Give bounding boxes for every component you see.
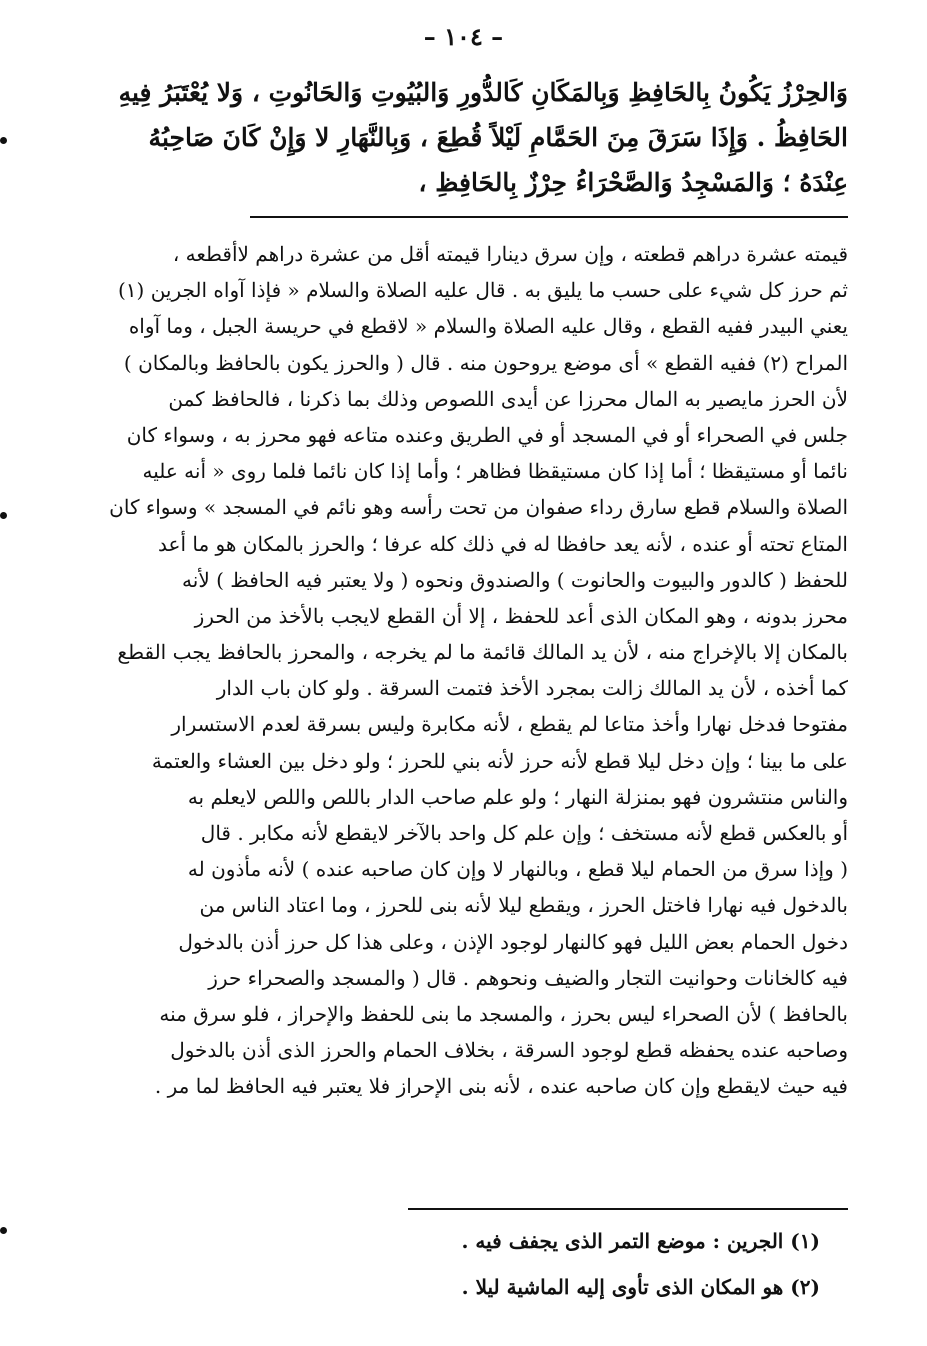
footnote: (١) الجرين : موضع التمر الذى يجفف فيه . <box>461 1229 820 1253</box>
commentary-line: ثم حرز كل شيء على حسب ما يليق به . قال عليه الصلاة والسلام « فإذا آواه الجرين (١) <box>117 278 848 303</box>
commentary-line: المتاع تحته أو عنده ، لأنه يعد حافظا له في ذلك كله عرفا ؛ والحرز بالمكان هو ما أعد <box>158 531 848 556</box>
commentary-line: نائما أو مستيقظا ؛ أما إذا كان مستيقظا فظاهر ؛ وأما إذا كان نائما فلما روى « أنه عليه <box>142 459 848 484</box>
commentary-line: للحفظ ( كالدور والبيوت والحانوت ) والصندوق ونحوه ( ولا يعتبر فيه الحافظ ) لأنه <box>182 567 848 592</box>
commentary-text <box>100 236 848 1105</box>
commentary-line: يعني البيدر ففيه القطع ، وقال عليه الصلاة والسلام « لاقطع في حريسة الجبل ، وما آواه <box>128 314 848 339</box>
commentary-line: جلس في الصحراء أو في المسجد أو في الطريق وعنده متاعه فهو محرز به ، وسواء كان <box>126 422 848 447</box>
commentary-line: المراح (٢) ففيه القطع » أى موضع يروحون منه . قال ( والحرز يكون بالحافظ وبالمكان ) <box>123 350 848 375</box>
commentary-line: فيه حيث لايقطع وإن كان صاحبه عنده ، لأنه بنى الإحراز فلا يعتبر فيه الحافظ لما مر . <box>154 1074 848 1099</box>
commentary-line: ( وإذا سرق من الحمام ليلا قطع ، وبالنهار لا وإن كان صاحبه عنده ) لأنه مأذون له <box>187 857 848 882</box>
matn-line: عِنْدَهُ ؛ وَالمَسْجِدُ وَالصَّحْرَاءُ حِرْزٌ بِالحَافِظِ ، <box>418 168 848 197</box>
commentary-line: لأن الحرز مايصير به المال محرزا عن أيدى اللصوص وذلك بما ذكرنا ، فالحافظ كمن <box>168 386 848 411</box>
footnote-separator <box>408 1208 848 1210</box>
commentary-line: محرز بدونه ، وهو المكان الذى أعد للحفظ ، إلا أن القطع لايجب بالأخذ من الحرز <box>194 603 848 628</box>
commentary-line: على ما بينا ؛ وإن دخل ليلا قطع لأنه حرز لأنه بني للحرز ؛ ولو دخل بين العشاء والعتمة <box>151 748 848 773</box>
commentary-line: الصلاة والسلام قطع سارق رداء صفوان من تحت رأسه وهو نائم في المسجد » وسواء كان <box>109 495 848 520</box>
page-number: – ١٠٤ – <box>423 22 504 51</box>
commentary-line: والناس منتشرون فهو بمنزلة النهار ؛ ولو علم صاحب الدار باللص واللص لايعلم به <box>187 784 848 809</box>
commentary-line: كما أخذه ، لأن يد المالك زالت بمجرد الأخذ فتمت السرقة . ولو كان باب الدار <box>216 676 848 701</box>
commentary-line: بالمكان إلا بالإخراج منه ، لأن يد المالك قائمة ما لم يخرجه ، والمحرز بالحافظ يجب القطع <box>117 640 848 665</box>
commentary-line: قيمته عشرة دراهم قطعته ، وإن سرق دينارا قيمته أقل من عشرة دراهم لاأقطعه ، <box>172 242 848 266</box>
matn-line: وَالحِرْزُ يَكُونُ بِالحَافِظِ وَبِالمَكَانِ كَالدُّورِ وَالبُيُوتِ وَالحَانُوتِ ، وَلا يُعْتَبَرُ فِيهِ <box>118 78 848 107</box>
commentary-line: أو بالعكس قطع لأنه مستخف ؛ وإن علم كل واحد بالآخر لايقطع لأنه مكابر . قال <box>200 821 848 845</box>
commentary-line: فيه كالخانات وحوانيت التجار والضيف ونحوهم . قال ( والمسجد والصحراء حرز <box>208 965 848 990</box>
separator-rule <box>250 216 848 218</box>
margin-dot-mark <box>0 137 7 144</box>
commentary-line: بالدخول فيه نهارا فاختل الحرز ، ويقطع ليلا لأنه بنى للحرز ، وما اعتاد الناس من <box>199 893 848 918</box>
commentary-line: بالحافظ ) لأن الصحراء ليس بحرز ، والمسجد ما بنى للحفظ والإحراز ، فلو سرق منه <box>159 1001 848 1026</box>
commentary-line: دخول الحمام بعض الليل فهو كالنهار لوجود الإذن ، وعلى هذا كل حرز أذن بالدخول <box>178 929 848 954</box>
margin-dot-mark <box>0 1227 7 1234</box>
main-text-matn <box>96 70 848 205</box>
commentary-line: مفتوحا فدخل نهارا وأخذ متاعا لم يقطع ، لأنه مكابرة وليس بسرقة لعدم الاستسرار <box>171 712 848 737</box>
footnote: (٢) هو المكان الذى تأوى إليه الماشية ليلا . <box>461 1275 820 1299</box>
footnotes <box>100 1218 820 1310</box>
matn-line: الحَافِظُ . وَإِذَا سَرَقَ مِنَ الحَمَّامِ لَيْلاً قُطِعَ ، وَبِالنَّهَارِ لا وَإِنْ كَانَ صَاحِبُهُ <box>148 123 848 152</box>
margin-dot-mark <box>0 512 7 519</box>
commentary-line: وصاحبه عنده يحفظه قطع لوجود السرقة ، بخلاف الحمام والحرز الذى أذن بالدخول <box>170 1038 848 1063</box>
